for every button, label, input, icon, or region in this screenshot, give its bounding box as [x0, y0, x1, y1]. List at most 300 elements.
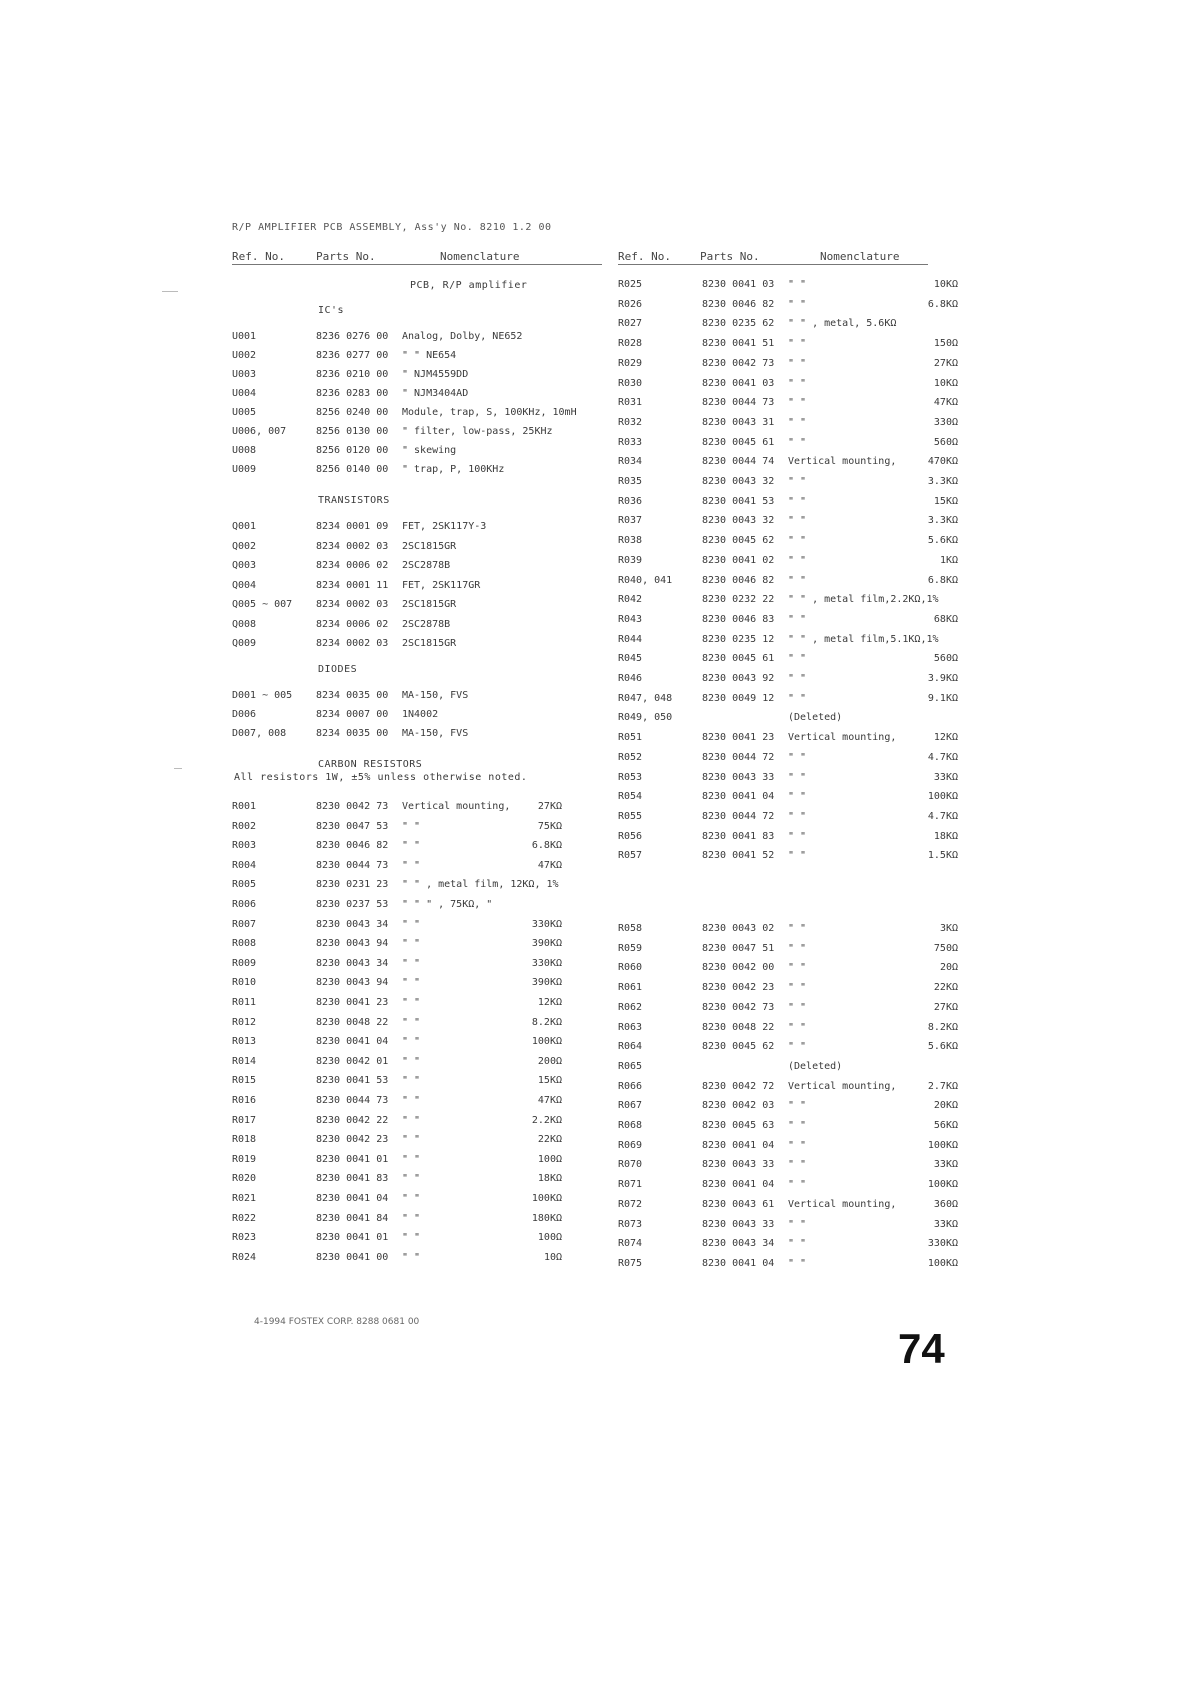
nomenclature-cell: " ": [788, 962, 807, 974]
nomenclature-cell: " " , metal film,5.1KΩ,1%: [788, 633, 939, 645]
ref-no-cell: Q001: [232, 521, 257, 532]
table-row: [618, 1196, 958, 1214]
ref-no-cell: R013: [232, 1036, 257, 1048]
value-cell: 9.1KΩ: [927, 692, 958, 704]
table-row: [232, 916, 602, 934]
table-row: [232, 366, 602, 384]
parts-no-cell: 8230 0042 00: [702, 962, 775, 974]
table-row: [232, 818, 602, 836]
table-row: [232, 1210, 602, 1228]
parts-no-cell: 8230 0046 82: [702, 574, 775, 586]
table-row: [232, 404, 602, 422]
table-row: [618, 709, 958, 727]
table-row: [232, 538, 602, 556]
table-row: [232, 955, 602, 973]
nomenclature-cell: " ": [788, 692, 807, 704]
table-row: [618, 572, 958, 590]
parts-no-cell: 8230 0041 51: [702, 338, 775, 350]
value-cell: 360Ω: [933, 1198, 958, 1210]
nomenclature-cell: " ": [788, 751, 807, 763]
parts-no-cell: 8230 0043 32: [702, 476, 775, 487]
footer-copyright: 4-1994 FOSTEX CORP. 8288 0681 00: [254, 1317, 420, 1327]
nomenclature-cell: " ": [402, 997, 421, 1008]
ref-no-cell: R055: [618, 810, 643, 822]
table-row: [618, 749, 958, 767]
table-row: [618, 1078, 958, 1096]
nomenclature-cell: " ": [402, 1193, 421, 1204]
parts-no-cell: 8230 0048 22: [316, 1016, 389, 1028]
ref-no-cell: R044: [618, 633, 643, 645]
nomenclature-cell: " ": [402, 1016, 421, 1028]
parts-no-cell: 8230 0044 73: [702, 397, 775, 409]
value-cell: 390KΩ: [531, 977, 562, 989]
value-cell: 5.6KΩ: [927, 535, 958, 547]
table-row: [618, 1097, 958, 1115]
value-cell: 12KΩ: [537, 997, 562, 1008]
value-cell: 330KΩ: [927, 1238, 958, 1250]
pcb-label: PCB, R/P amplifier: [410, 280, 528, 291]
parts-no-cell: 8230 0041 04: [702, 1139, 775, 1151]
table-row: [232, 837, 602, 855]
nomenclature-cell: " ": [402, 1212, 421, 1224]
value-cell: 100KΩ: [927, 791, 958, 803]
header-underline-right: [618, 264, 928, 265]
value-cell: 20Ω: [939, 962, 958, 974]
value-cell: 180KΩ: [531, 1212, 562, 1224]
parts-no-cell: 8230 0045 61: [702, 436, 775, 448]
ref-no-cell: R064: [618, 1041, 643, 1053]
table-row: [618, 276, 958, 294]
ref-no-cell: R051: [618, 732, 643, 744]
ref-no-cell: R038: [618, 535, 643, 547]
carbon-resistors-note: All resistors 1W, ±5% unless otherwise noted.: [234, 772, 528, 783]
table-row: [232, 1131, 602, 1149]
ref-no-cell: R053: [618, 771, 643, 783]
parts-no-cell: 8230 0043 32: [702, 515, 775, 527]
ref-no-cell: R003: [232, 840, 257, 852]
value-cell: 470KΩ: [927, 456, 958, 468]
value-cell: 6.8KΩ: [927, 298, 958, 310]
table-row: [232, 896, 602, 914]
value-cell: 3.3KΩ: [927, 515, 958, 527]
ref-no-cell: U009: [232, 464, 257, 475]
parts-no-cell: 8230 0042 73: [702, 357, 775, 369]
nomenclature-cell: " ": [788, 1257, 807, 1269]
margin-mark-2: [174, 768, 182, 769]
table-row: [232, 725, 602, 743]
parts-no-cell: 8230 0043 34: [316, 957, 389, 969]
ref-no-cell: Q008: [232, 618, 257, 630]
value-cell: 200Ω: [537, 1055, 562, 1067]
parts-no-cell: 8230 0043 02: [702, 923, 775, 934]
table-row: [618, 355, 958, 373]
ref-no-cell: R074: [618, 1238, 643, 1250]
table-row: [232, 557, 602, 575]
table-row: [618, 999, 958, 1017]
value-cell: 22KΩ: [933, 982, 958, 994]
parts-no-cell: 8230 0041 01: [316, 1153, 389, 1165]
value-cell: 22KΩ: [537, 1134, 562, 1146]
ref-no-cell: Q002: [232, 540, 257, 552]
ref-no-cell: R008: [232, 938, 257, 950]
parts-no-cell: 8230 0045 62: [702, 535, 775, 547]
nomenclature-cell: FET, 2SK117GR: [402, 579, 481, 591]
ref-no-cell: R004: [232, 859, 257, 871]
parts-no-cell: 8230 0041 04: [702, 791, 775, 803]
ref-no-cell: U001: [232, 331, 257, 342]
ref-no-cell: R033: [618, 436, 643, 448]
ref-no-cell: R029: [618, 357, 643, 369]
ref-no-cell: R066: [618, 1080, 643, 1092]
ref-no-cell: R015: [232, 1075, 257, 1087]
ref-no-cell: R001: [232, 801, 257, 812]
parts-no-cell: 8230 0041 23: [316, 997, 389, 1008]
table-row: [618, 670, 958, 688]
ref-no-cell: R023: [232, 1232, 257, 1244]
nomenclature-cell: FET, 2SK117Y-3: [402, 521, 487, 532]
value-cell: 18KΩ: [933, 830, 958, 842]
nomenclature-cell: " ": [788, 791, 807, 803]
table-row: [232, 1151, 602, 1169]
nomenclature-cell: " ": [788, 515, 807, 527]
value-cell: 1.5KΩ: [927, 850, 958, 862]
value-cell: 10KΩ: [933, 377, 958, 389]
ref-no-cell: R009: [232, 957, 257, 969]
table-row: [232, 687, 602, 705]
nomenclature-cell: " ": [788, 1159, 807, 1171]
parts-no-cell: 8230 0045 62: [702, 1041, 775, 1053]
nomenclature-cell: " ": [788, 942, 807, 954]
parts-no-cell: 8230 0041 52: [702, 850, 775, 862]
table-row: [232, 461, 602, 479]
value-cell: 15KΩ: [537, 1075, 562, 1087]
parts-no-cell: 8230 0042 01: [316, 1055, 389, 1067]
table-row: [232, 974, 602, 992]
value-cell: 20KΩ: [933, 1100, 958, 1112]
ref-no-cell: R045: [618, 653, 643, 665]
ref-no-cell: R020: [232, 1173, 257, 1185]
nomenclature-cell: MA-150, FVS: [402, 690, 469, 701]
table-row: [618, 335, 958, 353]
header-ref-no: Ref. No.: [232, 250, 285, 263]
table-row: [232, 616, 602, 634]
table-row: [618, 315, 958, 333]
nomenclature-cell: " ": [788, 1120, 807, 1131]
table-row: [232, 1053, 602, 1071]
nomenclature-cell: Vertical mounting,: [788, 456, 897, 468]
parts-no-cell: 8236 0210 00: [316, 369, 389, 380]
parts-no-cell: 8230 0045 61: [702, 653, 775, 665]
nomenclature-cell: " " " , 75KΩ, ": [402, 899, 493, 910]
parts-no-cell: 8230 0042 22: [316, 1114, 389, 1126]
nomenclature-cell: Vertical mounting,: [788, 1080, 897, 1092]
parts-no-cell: 8230 0046 83: [702, 613, 775, 625]
nomenclature-cell: Module, trap, S, 100KHz, 10mH: [402, 407, 577, 418]
ref-no-cell: R034: [618, 456, 643, 468]
header-ref-no-right: Ref. No.: [618, 250, 671, 263]
ref-no-cell: Q005 ~ 007: [232, 599, 293, 610]
parts-no-cell: 8230 0235 12: [702, 633, 775, 645]
ref-no-cell: R070: [618, 1159, 643, 1171]
nomenclature-cell: " ": [788, 653, 807, 665]
nomenclature-cell: " " , metal film, 12KΩ, 1%: [402, 879, 559, 891]
ref-no-cell: R060: [618, 962, 643, 974]
value-cell: 10Ω: [543, 1251, 562, 1263]
nomenclature-cell: MA-150, FVS: [402, 728, 469, 739]
parts-no-cell: 8230 0042 03: [702, 1100, 775, 1112]
parts-no-cell: 8230 0232 22: [702, 594, 775, 606]
parts-no-cell: 8230 0046 82: [702, 298, 775, 310]
value-cell: 1KΩ: [939, 554, 958, 566]
nomenclature-cell: " skewing: [402, 445, 457, 456]
nomenclature-cell: Vertical mounting,: [402, 801, 511, 812]
table-row: [232, 706, 602, 724]
ref-no-cell: R058: [618, 923, 643, 934]
ref-no-cell: R073: [618, 1218, 643, 1230]
value-cell: 33KΩ: [933, 1218, 958, 1230]
nomenclature-cell: " ": [788, 436, 807, 448]
ref-no-cell: R022: [232, 1212, 257, 1224]
ref-no-cell: R047, 048: [618, 692, 673, 704]
table-row: [618, 1176, 958, 1194]
table-row: [232, 798, 602, 816]
nomenclature-cell: " filter, low-pass, 25KHz: [402, 426, 553, 437]
table-row: [618, 1117, 958, 1135]
nomenclature-cell: " ": [788, 1179, 807, 1191]
nomenclature-cell: " ": [788, 495, 807, 507]
ref-no-cell: R042: [618, 594, 643, 606]
table-row: [232, 935, 602, 953]
parts-no-cell: 8234 0006 02: [316, 618, 389, 630]
table-row: [618, 394, 958, 412]
nomenclature-cell: " ": [788, 982, 807, 994]
ref-no-cell: D001 ~ 005: [232, 690, 293, 701]
table-row: [232, 442, 602, 460]
nomenclature-cell: Vertical mounting,: [788, 732, 897, 744]
parts-no-cell: 8230 0042 23: [702, 982, 775, 994]
margin-mark-1: [162, 291, 178, 292]
ref-no-cell: R075: [618, 1257, 643, 1269]
header-parts-no-right: Parts No.: [700, 250, 760, 263]
value-cell: 100KΩ: [927, 1257, 958, 1269]
nomenclature-cell: " ": [402, 1134, 421, 1146]
parts-no-cell: 8234 0035 00: [316, 690, 389, 701]
parts-no-cell: 8234 0001 11: [316, 579, 389, 591]
nomenclature-cell: " ": [788, 535, 807, 547]
parts-no-cell: 8230 0043 94: [316, 938, 389, 950]
parts-no-cell: 8230 0044 72: [702, 810, 775, 822]
value-cell: 3.9KΩ: [927, 673, 958, 684]
nomenclature-cell: " ": [788, 574, 807, 586]
table-row: [232, 385, 602, 403]
ref-no-cell: R039: [618, 554, 643, 566]
value-cell: 150Ω: [933, 338, 958, 350]
nomenclature-cell: " ": [788, 923, 807, 934]
parts-no-cell: 8256 0240 00: [316, 407, 389, 418]
table-row: [618, 532, 958, 550]
parts-no-cell: 8230 0043 34: [316, 918, 389, 930]
nomenclature-cell: " ": [788, 298, 807, 310]
ref-no-cell: R052: [618, 751, 643, 763]
ref-no-cell: R016: [232, 1095, 257, 1106]
value-cell: 100Ω: [537, 1232, 562, 1244]
parts-no-cell: 8230 0048 22: [702, 1021, 775, 1033]
table-row: [232, 1112, 602, 1130]
table-row: [232, 1229, 602, 1247]
parts-no-cell: 8230 0041 03: [702, 279, 775, 290]
ref-no-cell: R024: [232, 1251, 257, 1263]
ref-no-cell: R011: [232, 997, 257, 1008]
nomenclature-cell: (Deleted): [788, 712, 843, 724]
table-row: [232, 328, 602, 346]
parts-no-cell: 8234 0002 03: [316, 540, 389, 552]
nomenclature-cell: " ": [788, 416, 807, 428]
nomenclature-cell: " ": [788, 1139, 807, 1151]
parts-no-cell: 8230 0042 23: [316, 1134, 389, 1146]
ref-no-cell: R069: [618, 1139, 643, 1151]
section-carbon-resistors: CARBON RESISTORS: [318, 759, 423, 770]
ref-no-cell: R012: [232, 1016, 257, 1028]
parts-no-cell: 8256 0130 00: [316, 426, 389, 437]
table-row: [618, 296, 958, 314]
value-cell: 4.7KΩ: [927, 751, 958, 763]
parts-no-cell: 8230 0044 74: [702, 456, 775, 468]
table-row: [618, 434, 958, 452]
table-row: [618, 690, 958, 708]
ref-no-cell: R046: [618, 673, 643, 684]
ref-no-cell: R021: [232, 1193, 257, 1204]
table-row: [618, 512, 958, 530]
parts-no-cell: 8230 0044 72: [702, 751, 775, 763]
nomenclature-cell: Vertical mounting,: [788, 1198, 897, 1210]
parts-no-cell: 8230 0044 73: [316, 859, 389, 871]
table-row: [618, 611, 958, 629]
parts-no-cell: 8230 0043 33: [702, 1159, 775, 1171]
value-cell: 3KΩ: [939, 923, 958, 934]
value-cell: 47KΩ: [537, 859, 562, 871]
ref-no-cell: Q009: [232, 638, 257, 649]
ref-no-cell: R067: [618, 1100, 643, 1112]
ref-no-cell: D006: [232, 709, 257, 720]
parts-no-cell: 8230 0042 72: [702, 1080, 775, 1092]
parts-no-cell: 8256 0140 00: [316, 464, 389, 475]
ref-no-cell: R018: [232, 1134, 257, 1146]
nomenclature-cell: " " NE654: [402, 350, 457, 361]
parts-no-cell: 8234 0006 02: [316, 560, 389, 571]
value-cell: 560Ω: [933, 653, 958, 665]
parts-no-cell: 8236 0283 00: [316, 388, 389, 399]
ref-no-cell: R036: [618, 495, 643, 507]
table-row: [618, 493, 958, 511]
value-cell: 18KΩ: [537, 1173, 562, 1185]
ref-no-cell: U004: [232, 388, 257, 399]
nomenclature-cell: " ": [788, 613, 807, 625]
value-cell: 27KΩ: [537, 801, 562, 812]
section-transistors: TRANSISTORS: [318, 495, 390, 506]
ref-no-cell: R071: [618, 1179, 643, 1191]
table-row: [618, 808, 958, 826]
nomenclature-cell: " ": [788, 1021, 807, 1033]
table-row: [618, 631, 958, 649]
table-row: [232, 423, 602, 441]
table-row: [618, 1038, 958, 1056]
table-row: [232, 994, 602, 1012]
parts-no-cell: 8230 0043 61: [702, 1198, 775, 1210]
parts-no-cell: 8230 0235 62: [702, 318, 775, 330]
table-row: [618, 453, 958, 471]
nomenclature-cell: (Deleted): [788, 1060, 843, 1072]
parts-no-cell: 8236 0277 00: [316, 350, 389, 361]
value-cell: 330KΩ: [531, 918, 562, 930]
parts-no-cell: 8230 0044 73: [316, 1095, 389, 1106]
table-row: [618, 375, 958, 393]
table-row: [618, 1058, 958, 1076]
parts-no-cell: 8230 0043 31: [702, 416, 775, 428]
nomenclature-cell: 2SC1815GR: [402, 540, 457, 552]
nomenclature-cell: " ": [788, 771, 807, 783]
ref-no-cell: R059: [618, 942, 643, 954]
nomenclature-cell: " NJM4559DD: [402, 369, 469, 380]
value-cell: 8.2KΩ: [531, 1016, 562, 1028]
parts-no-cell: 8230 0047 53: [316, 820, 389, 832]
table-row: [618, 1156, 958, 1174]
table-row: [618, 769, 958, 787]
value-cell: 330Ω: [933, 416, 958, 428]
nomenclature-cell: " ": [402, 1251, 421, 1263]
ref-no-cell: R027: [618, 318, 643, 330]
parts-no-cell: 8230 0041 84: [316, 1212, 389, 1224]
table-row: [232, 1033, 602, 1051]
value-cell: 47KΩ: [933, 397, 958, 409]
nomenclature-cell: " ": [402, 977, 421, 989]
nomenclature-cell: " ": [788, 279, 807, 290]
parts-no-cell: 8230 0042 73: [702, 1001, 775, 1013]
value-cell: 8.2KΩ: [927, 1021, 958, 1033]
table-row: [618, 1216, 958, 1234]
parts-no-cell: 8230 0041 00: [316, 1251, 389, 1263]
ref-no-cell: R017: [232, 1114, 257, 1126]
parts-no-cell: 8230 0041 03: [702, 377, 775, 389]
value-cell: 75KΩ: [537, 820, 562, 832]
header-nomenclature: Nomenclature: [440, 250, 520, 263]
nomenclature-cell: " ": [402, 1114, 421, 1126]
ref-no-cell: R062: [618, 1001, 643, 1013]
parts-no-cell: 8230 0047 51: [702, 942, 775, 954]
parts-no-cell: 8230 0046 82: [316, 840, 389, 852]
nomenclature-cell: " ": [788, 850, 807, 862]
table-row: [618, 1255, 958, 1273]
nomenclature-cell: 1N4002: [402, 709, 439, 720]
ref-no-cell: R065: [618, 1060, 643, 1072]
table-row: [618, 1137, 958, 1155]
ref-no-cell: R063: [618, 1021, 643, 1033]
ref-no-cell: U002: [232, 350, 257, 361]
value-cell: 390KΩ: [531, 938, 562, 950]
value-cell: 47KΩ: [537, 1095, 562, 1106]
ref-no-cell: Q004: [232, 579, 257, 591]
table-row: [232, 1014, 602, 1032]
nomenclature-cell: " ": [402, 1075, 421, 1087]
nomenclature-cell: " ": [402, 1153, 421, 1165]
parts-no-cell: 8230 0237 53: [316, 899, 389, 910]
parts-no-cell: 8230 0043 33: [702, 771, 775, 783]
parts-no-cell: 8230 0043 94: [316, 977, 389, 989]
ref-no-cell: U003: [232, 369, 257, 380]
table-row: [618, 650, 958, 668]
table-row: [232, 876, 602, 894]
ref-no-cell: R035: [618, 476, 643, 487]
parts-no-cell: 8234 0001 09: [316, 521, 389, 532]
